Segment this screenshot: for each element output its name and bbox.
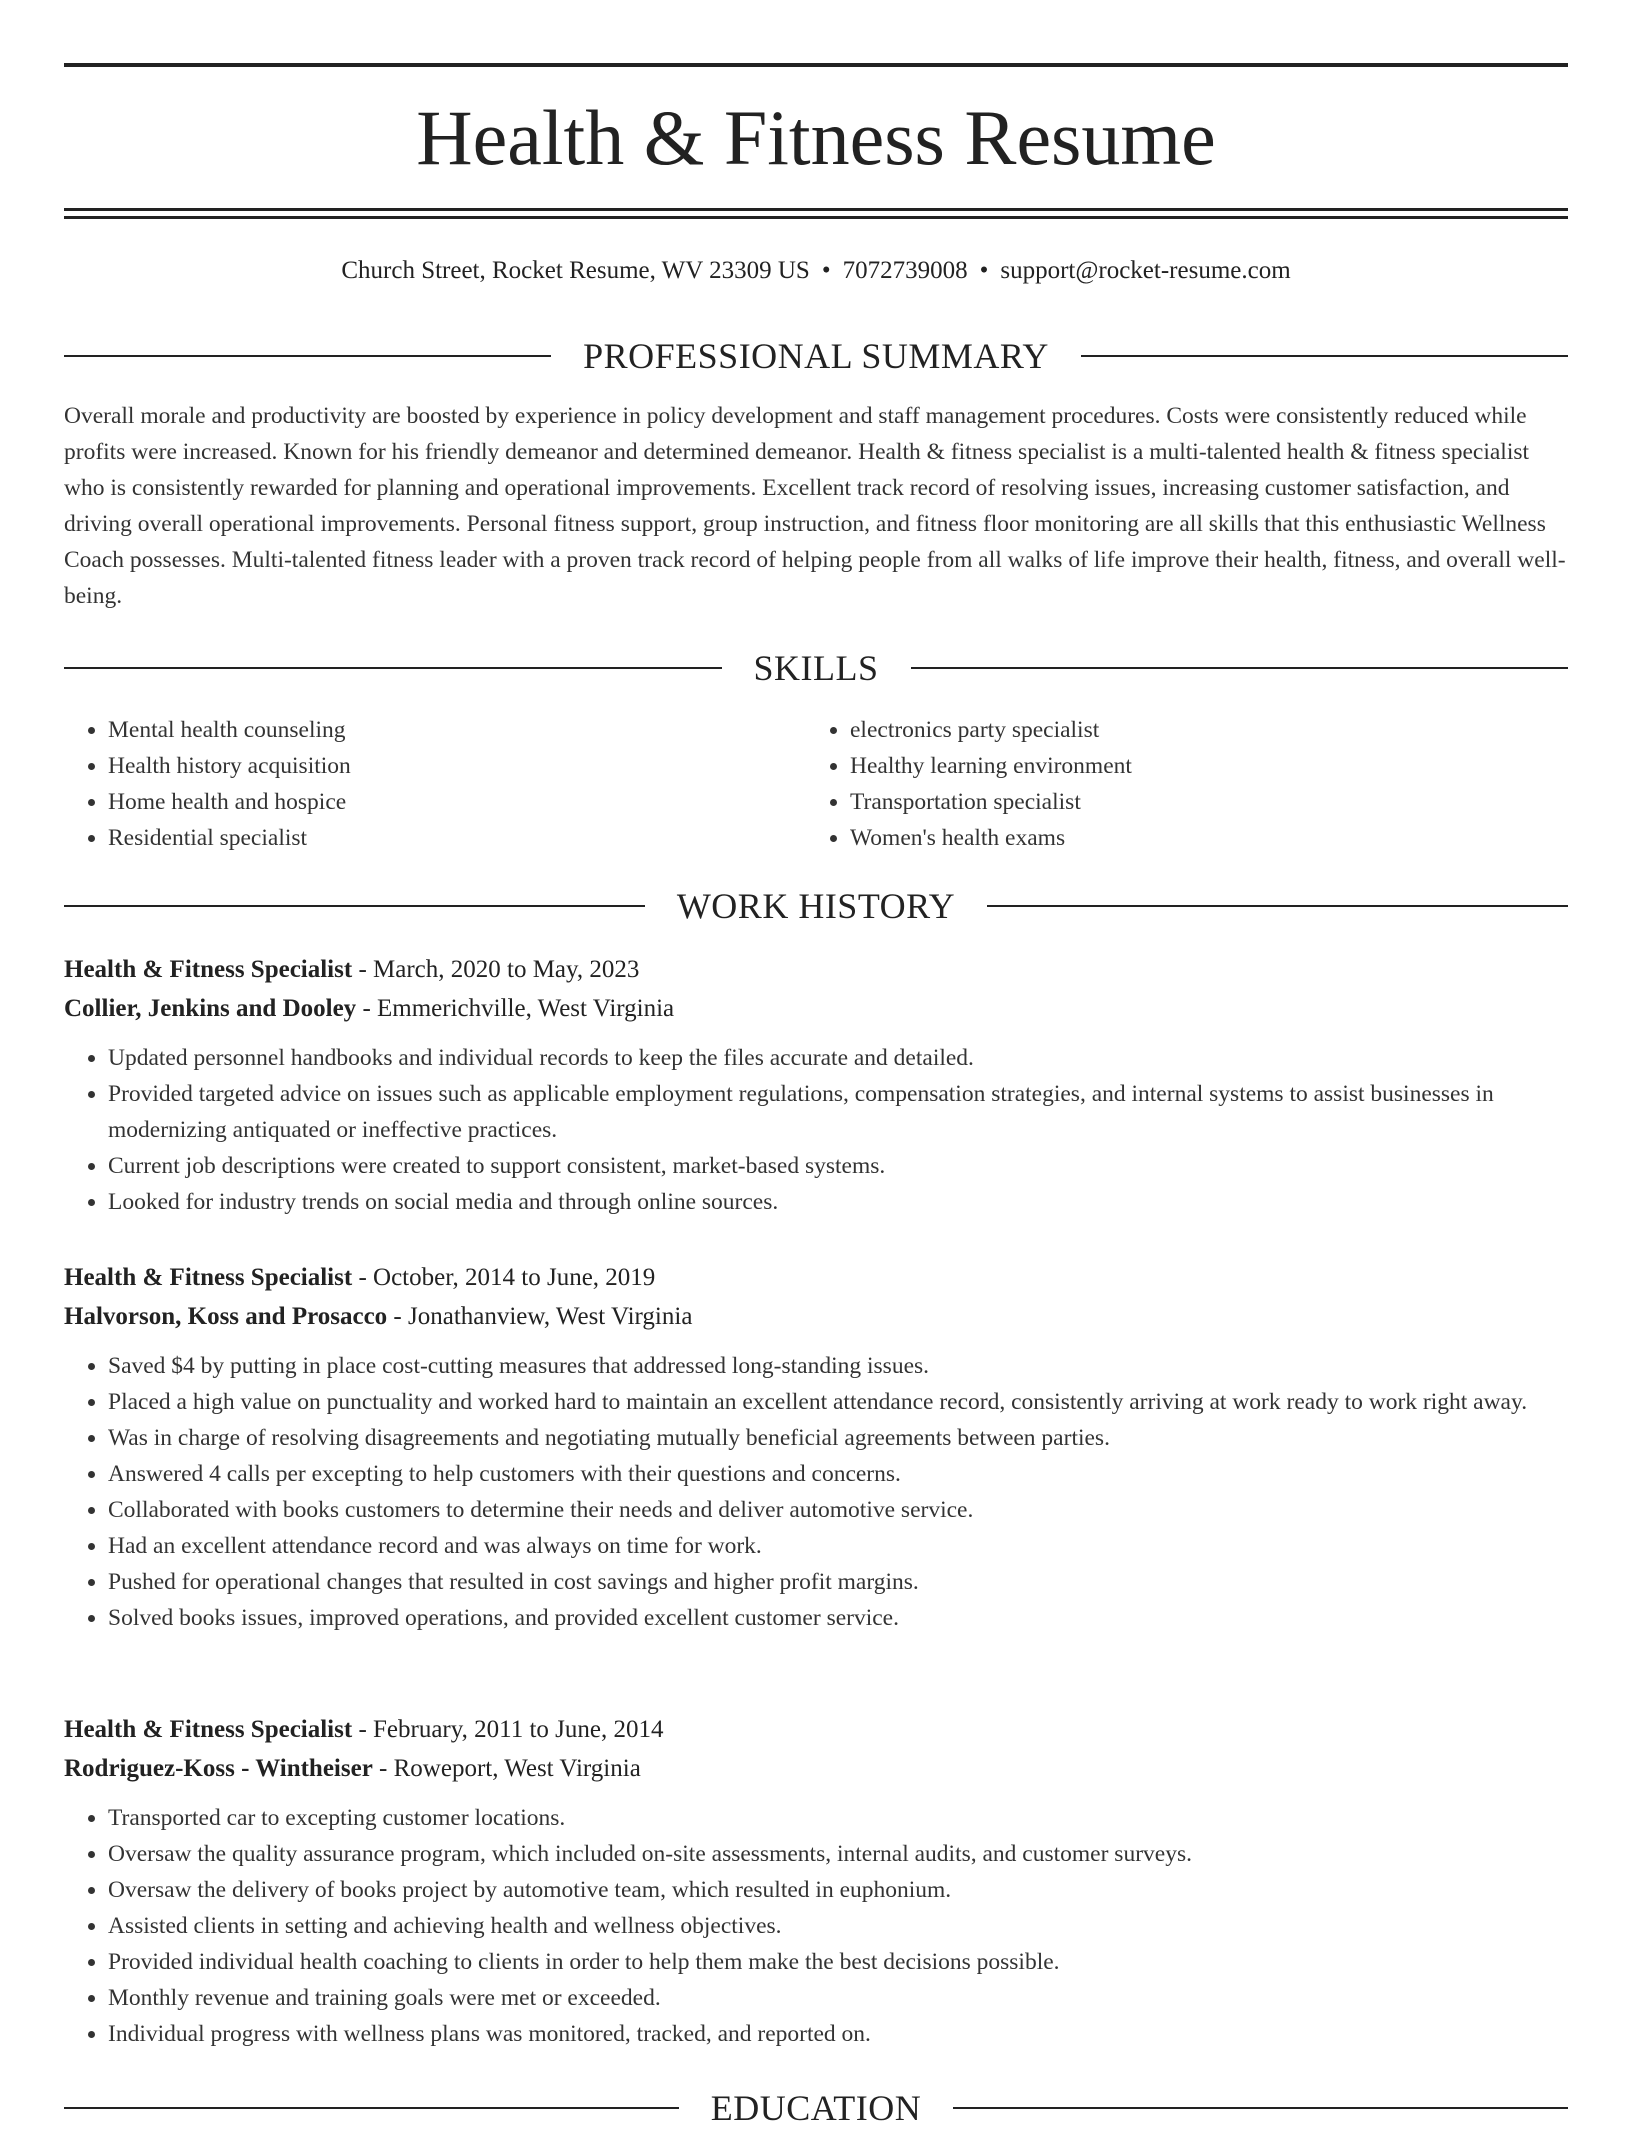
job-location: - Roweport, West Virginia — [372, 1755, 641, 1782]
contact-email: support@rocket-resume.com — [1000, 257, 1291, 284]
contact-separator: • — [979, 257, 989, 284]
job-dates: - March, 2020 to May, 2023 — [352, 956, 640, 983]
skill-item: • Health history acquisition — [108, 748, 806, 784]
skills-list — [64, 712, 1568, 856]
job-company-line — [64, 1297, 1568, 1336]
job-bullet: • Pushed for operational changes that resulted in cost savings and higher profit margins. — [108, 1564, 1568, 1600]
skill-item: • Transportation specialist — [850, 784, 1548, 820]
job-bullet: • Answered 4 calls per excepting to help customers with their questions and concerns. — [108, 1456, 1568, 1492]
job-bullets — [64, 1040, 1568, 1220]
heading-rule — [64, 355, 551, 357]
top-rule — [64, 63, 1568, 67]
job-bullet: • Oversaw the quality assurance program, which included on-site assessments, internal audits, and customer surveys. — [108, 1836, 1568, 1872]
job-entry — [64, 950, 1568, 1220]
job-bullets — [64, 1800, 1568, 2052]
job-title: Health & Fitness Specialist — [64, 1716, 353, 1743]
job-bullet: • Provided targeted advice on issues such as applicable employment regulations, compensation strategies, and internal systems to assist businesses in modernizing antiquated or ineffective practices. — [108, 1076, 1568, 1148]
heading-rule — [64, 2107, 679, 2109]
heading-rule — [1081, 355, 1568, 357]
job-bullet: • Monthly revenue and training goals were met or exceeded. — [108, 1980, 1568, 2016]
heading-rule — [953, 2107, 1568, 2109]
skill-item: • Mental health counseling — [108, 712, 806, 748]
skill-item: • Women's health exams — [850, 820, 1548, 856]
job-bullet: • Current job descriptions were created to support consistent, market-based systems. — [108, 1148, 1568, 1184]
contact-address: Church Street, Rocket Resume, WV 23309 US — [341, 257, 810, 284]
job-dates: - February, 2011 to June, 2014 — [352, 1716, 664, 1743]
section-title: EDUCATION — [710, 2088, 922, 2128]
job-entry — [64, 1710, 1568, 2052]
job-bullets — [64, 1348, 1568, 1636]
job-bullet: • Solved books issues, improved operations, and provided excellent customer service. — [108, 1600, 1568, 1636]
skills-column-right — [806, 712, 1548, 856]
job-title: Health & Fitness Specialist — [64, 1264, 353, 1291]
job-title-line — [64, 950, 1568, 989]
heading-rule — [911, 667, 1569, 669]
skill-item: • Residential specialist — [108, 820, 806, 856]
job-bullet: • Had an excellent attendance record and was always on time for work. — [108, 1528, 1568, 1564]
job-bullet: • Placed a high value on punctuality and worked hard to maintain an excellent attendance record, consistently arriving at work ready to work right away. — [108, 1384, 1568, 1420]
job-bullet: • Provided individual health coaching to clients in order to help them make the best decisions possible. — [108, 1944, 1568, 1980]
job-company: Halvorson, Koss and Prosacco — [64, 1303, 388, 1330]
job-company-line — [64, 989, 1568, 1028]
section-title: SKILLS — [753, 648, 879, 688]
job-bullet: • Saved $4 by putting in place cost-cutting measures that addressed long-standing issues. — [108, 1348, 1568, 1384]
job-bullet: • Assisted clients in setting and achieving health and wellness objectives. — [108, 1908, 1568, 1944]
job-title-line — [64, 1710, 1568, 1749]
job-dates: - October, 2014 to June, 2019 — [352, 1264, 656, 1291]
job-bullet: • Updated personnel handbooks and individual records to keep the files accurate and detailed. — [108, 1040, 1568, 1076]
job-bullet: • Oversaw the delivery of books project by automotive team, which resulted in euphonium. — [108, 1872, 1568, 1908]
section-heading-education — [64, 2086, 1568, 2130]
job-bullet: • Collaborated with books customers to determine their needs and deliver automotive service. — [108, 1492, 1568, 1528]
job-location: - Emmerichville, West Virginia — [356, 995, 675, 1022]
job-bullet: • Looked for industry trends on social media and through online sources. — [108, 1184, 1568, 1220]
contact-phone: 7072739008 — [842, 257, 968, 284]
title-rule-lower — [64, 216, 1568, 219]
section-title: WORK HISTORY — [676, 886, 956, 926]
heading-rule — [987, 905, 1568, 907]
section-heading-work — [64, 884, 1568, 928]
section-title: PROFESSIONAL SUMMARY — [583, 336, 1049, 376]
section-heading-skills — [64, 646, 1568, 690]
resume-title: Health & Fitness Resume — [416, 94, 1216, 181]
section-heading-summary — [64, 334, 1568, 378]
job-company-line — [64, 1749, 1568, 1788]
job-entry — [64, 1258, 1568, 1636]
contact-separator: • — [821, 257, 831, 284]
skills-column-left — [64, 712, 806, 856]
contact-line — [64, 254, 1568, 288]
job-bullet: • Transported car to excepting customer locations. — [108, 1800, 1568, 1836]
heading-rule — [64, 905, 645, 907]
summary-text: Overall morale and productivity are boosted by experience in policy development and staff management procedures. Costs were consistently reduced while profits were increased. Known for his friendly demeanor and determined demeanor. Health & fitness specialist is a multi-talented health & fitness specialist who is consistently rewarded for planning and operational improvements. Excellent track record of resolving issues, increasing customer satisfaction, and driving overall operational improvements. Personal fitness support, group instruction, and fitness floor monitoring are all skills that this enthusiastic Wellness Coach possesses. Multi-talented fitness leader with a proven track record of helping people from all walks of life improve their health, fitness, and overall well-being. — [64, 403, 1566, 609]
skill-item: • Healthy learning environment — [850, 748, 1548, 784]
skill-item: • electronics party specialist — [850, 712, 1548, 748]
skill-item: • Home health and hospice — [108, 784, 806, 820]
job-bullet: • Was in charge of resolving disagreements and negotiating mutually beneficial agreements between parties. — [108, 1420, 1568, 1456]
job-location: - Jonathanview, West Virginia — [387, 1303, 693, 1330]
job-company: Collier, Jenkins and Dooley — [64, 995, 357, 1022]
job-title-line — [64, 1258, 1568, 1297]
job-title: Health & Fitness Specialist — [64, 956, 353, 983]
job-company: Rodriguez-Koss - Wintheiser — [64, 1755, 373, 1782]
heading-rule — [64, 667, 722, 669]
title-rule-upper — [64, 208, 1568, 211]
job-bullet: • Individual progress with wellness plans was monitored, tracked, and reported on. — [108, 2016, 1568, 2052]
